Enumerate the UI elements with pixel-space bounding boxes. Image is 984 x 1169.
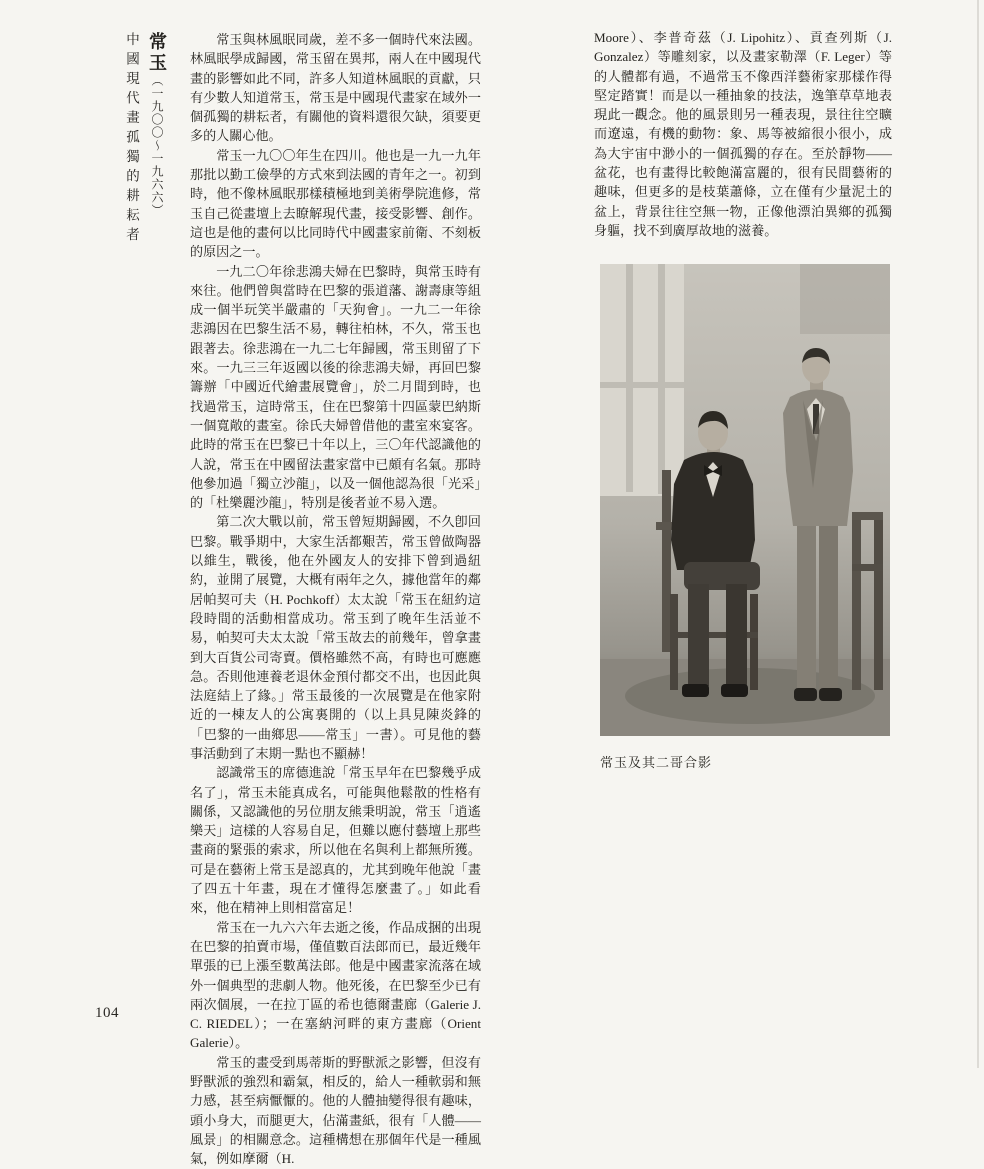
paragraph: 認識常玉的席德進說「常玉早年在巴黎幾乎成名了」，常玉未能真成名，可能與他鬆散的性格有關係，又認識他的另位朋友熊秉明說，常玉「逍遙樂天」這樣的人容易自足，但難以應付藝壇上那些畫商的緊張的索求，所以他在名與利上都無所獲。可是在藝術上常玉是認真的，尤其到晚年他說「畫了四五十年畫，現在才懂得怎麼畫了。」如此看來，他在精神上則相當富足！ xyxy=(190,765,481,916)
paragraph: 常玉的畫受到馬蒂斯的野獸派之影響，但沒有野獸派的強烈和霸氣，相反的，給人一種軟弱和無力感，甚至病懨懨的。他的人體抽變得很有趣味，頭小身大，而腿更大，佔滿畫紙，很有「人體——風景」的相關意念。這種構想在那個年代是一種風氣，例如摩爾（H. xyxy=(190,1054,481,1167)
backdrop-shadow xyxy=(800,264,890,334)
right-text-column xyxy=(594,28,892,240)
paragraph-continuation: Moore）、李普奇茲（J. Lipohitz）、貢查列斯（J. Gonzalez）等雕刻家，以及畫家勒澤（F. Leger）等的人體都有過，不過常玉不像西洋藝術家那樣作得堅定踏實！而是以一種抽象的技法，逸筆草草地表現此一觀念。他的風景則另一種表現，景往往空曠而遼遠，有機的動物：象、馬等被縮很小很小，成為大宇宙中渺小的一個孤獨的存在。至於靜物——盆花，也有畫得比較飽滿富麗的，很有民間藝術的趣味，但更多的是枝葉蕭條，立在僅有少量泥土的盆上，背景往往空無一物，正像他漂泊異鄉的孤獨身軀，找不到廣厚故地的滋養。 xyxy=(594,30,892,238)
artist-years: （一九〇〇～一九六六） xyxy=(150,74,164,217)
article-vertical-title xyxy=(118,32,170,292)
paragraph: 一九二〇年徐悲鴻夫婦在巴黎時，與常玉時有來往。他們曾與當時在巴黎的張道藩、謝壽康等組成一個半玩笑半嚴肅的「天狗會」。一九二一年徐悲鴻因在巴黎生活不易，轉往柏林，不久，常玉也跟著去。徐悲鴻在一九二七年歸國，常玉則留了下來。一九三三年返國以後的徐悲鴻夫婦，再回巴黎籌辦「中國近代繪畫展覽會」，於二月間到時，也找過常玉，這時常玉，住在巴黎第十四區蒙巴納斯一個寬敞的畫室。徐氏夫婦曾借他的畫室來宴客。此時的常玉在巴黎已十年以上，三〇年代認識他的人說，常玉在中國留法畫家當中已頗有名氣。那時他參加過「獨立沙龍」，以及一個他認為很「光采」的「杜樂麗沙龍」，特別是後者並不易入選。 xyxy=(190,263,481,511)
photo-figure xyxy=(600,264,890,771)
paragraph: 常玉在一九六六年去逝之後，作品成捆的出現在巴黎的拍賣市場，僅值數百法郎而已，最近幾年單張的已上漲至數萬法郎。他是中國畫家流落在域外一個典型的悲劇人物。他死後，在巴黎至少已有兩次個展，一在拉丁區的希也德爾畫廊（Galerie J. C. RIEDEL）；一在塞納河畔的東方畫廊（Orient Galerie）。 xyxy=(190,919,481,1051)
artist-name: 常玉 xyxy=(147,32,167,74)
page-edge-shadow xyxy=(977,0,979,1068)
paragraph: 常玉與林風眠同歲，差不多一個時代來法國。林風眠學成歸國，常玉留在異邦，兩人在中國現代畫的影響如此不同，許多人知道林風眠的貢獻，只有少數人知道常玉，常玉是中國現代畫家在域外一個孤獨的耕耘者，有關他的資料還很欠缺，須要更多的人關心他。 xyxy=(190,32,481,144)
photo-caption: 常玉及其二哥合影 xyxy=(600,755,713,770)
window-light xyxy=(600,264,684,496)
left-text-column xyxy=(190,30,481,1169)
paragraph: 第二次大戰以前，常玉曾短期歸國，不久卽回巴黎。戰爭期中，大家生活都艱苦，常玉曾做陶器以維生，戰後，他在外國友人的安排下曾到過紐約，並開了展覽，大概有兩年之久，據他當年的鄰居帕契可夫（H. Pochkoff）太太說「常玉在紐約這段時間的活動相當成功。常玉到了晚年生活並不易，帕契可夫太太說「常玉故去的前幾年，曾拿畫到大百貨公司寄賣。價格雖然不高，有時也可應應急。否則他連養老退休金預付都交不出，也因此與法庭結上了緣。」常玉最後的一次展覽是在他家附近的一棟友人的公寓裏開的（以上具見陳炎鋒的「巴黎的一曲鄉思——常玉」一書）。可見他的藝事活動到了末期一點也不顯赫！ xyxy=(190,514,481,761)
paragraph: 常玉一九〇〇年生在四川。他也是一九一九年那批以勤工儉學的方式來到法國的青年之一。初到時，他不像林風眠那樣積極地到美術學院進修，常玉自己從畫壇上去瞭解現代畫，接受影響、創作。這也是他的畫何以比同時代中國畫家前衛、不刻板的原因之一。 xyxy=(190,147,481,260)
page-number: 104 xyxy=(95,1005,119,1021)
photo-image xyxy=(600,264,890,736)
artist-title-line xyxy=(144,32,170,292)
photo-sanyu-and-brother xyxy=(600,264,890,736)
article-subtitle: 中國現代畫孤獨的耕耘者 xyxy=(124,32,139,247)
